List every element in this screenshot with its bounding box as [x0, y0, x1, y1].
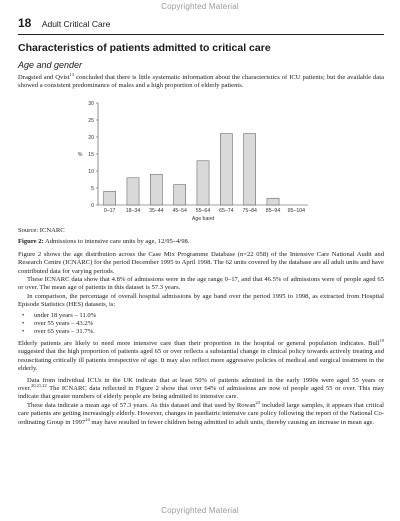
paragraph-1: Dragsted and Qvist$^{13}$ concluded that there is little systematic information about the characteristics of ICU patients; but the available data showed a consistent predominance of males and a high proportion of elderly patients. [18, 71, 384, 90]
paragraph-2: Figure 2 shows the age distribution across the Case Mix Programme Database (n=22 058) of the Intensive Care National Audit and Research Centre (ICNARC) for the period December 1995 to April 1998. The 62 units covered by the database are all adult units and have contributed data for varying periods. [18, 250, 384, 275]
bar [150, 174, 162, 205]
bar [220, 133, 232, 204]
bar [174, 184, 186, 204]
x-tick-label: 18–34 [125, 207, 141, 214]
y-tick-label: 10 [88, 168, 94, 175]
y-tick-label: 25 [88, 117, 94, 124]
x-tick-label: 75–84 [242, 207, 257, 214]
figure-source: Source: ICNARC [18, 226, 65, 234]
list-item: • over 55 years – 43.2% [34, 320, 384, 328]
running-head [18, 14, 384, 35]
age-bar-chart [18, 95, 384, 225]
page-number: 18 [18, 16, 32, 30]
age-band-list [18, 312, 384, 337]
x-tick-label: 95–104 [287, 207, 305, 214]
x-tick-label: 85–94 [265, 207, 281, 214]
bar [197, 161, 209, 205]
paragraph-4: In comparison, the percentage of overall hospital admissions by age band over the period 1995 to 1998, as extracted from Hospital Episode Statistics (HES) datasets, is: [18, 292, 384, 309]
y-tick-label: 5 [91, 185, 94, 192]
bar [244, 133, 256, 204]
list-item: • under 18 years – 11.0% [34, 312, 384, 320]
chart-svg [18, 95, 384, 225]
x-tick-label: 65–74 [219, 207, 234, 214]
bar [267, 198, 279, 205]
subsection-title: Age and gender [18, 60, 83, 70]
page-content [18, 36, 384, 427]
y-axis-label: % [77, 151, 83, 158]
x-tick-label: 35–44 [149, 207, 164, 214]
watermark-top: Copyrighted Material [161, 2, 239, 11]
x-tick-label: 55–64 [195, 207, 211, 214]
running-title: Adult Critical Care [41, 19, 111, 29]
bar [104, 191, 116, 205]
y-tick-label: 30 [88, 100, 94, 107]
bar [127, 178, 139, 205]
x-axis-label: Age band [191, 215, 215, 222]
x-tick-label: 0–17 [103, 207, 116, 214]
list-item: • over 65 years – 31.7%. [34, 328, 384, 336]
y-tick-label: 15 [88, 151, 94, 158]
paragraph-7: These data indicate a mean age of 57.3 years. As this dataset and that used by Rowan$^{23}$ included large samples, it appears that critical care patients are getting increasingly elderly. However, changes in paediatric intensive care policy following the report of the National Co-ordinating Group in 1997$^{24}$ may have resulted in fewer children being admitted to adult units, thereby causing an increase in mean age. [18, 399, 385, 426]
y-tick-label: 0 [91, 202, 94, 209]
paragraph-6: Data from individual ICUs in the UK indicate that at least 50% of patients admitted in the early 1990s were aged 55 years or over.$^{20,21,22}$ The ICNARC data reflected in Figure 2 show that over 64% of admissions are now of people aged 55 or over. This may indicate that greater numbers of elderly people are being admitted to intensive care. [18, 376, 384, 401]
section-title: Characteristics of patients admitted to critical care [18, 42, 271, 54]
y-tick-label: 20 [88, 134, 94, 141]
watermark-bottom: Copyrighted Material [161, 506, 239, 515]
paragraph-5: Elderly patients are likely to need more intensive care than their proportion in the hospital or general population indicates. Bull$^{19}$ suggested that the high proportion of patients aged 65 or over reflects a substantial change in clinical policy towards actively treating and resuscitating critically ill patients irrespective of age. It may also reflect more aggressive policies of medical and surgical treatment in the elderly. [18, 337, 384, 373]
paragraph-3: These ICNARC data show that 4.8% of admissions were in the age range 0–17, and that 46.5% of admissions were of people aged 65 or over. The mean age of patients in this dataset is 57.3 years. [18, 276, 384, 292]
figure-caption: Figure 2: Admissions to intensive care units by age, 12/95–4/98. [18, 237, 190, 245]
x-tick-label: 45–54 [172, 207, 187, 214]
